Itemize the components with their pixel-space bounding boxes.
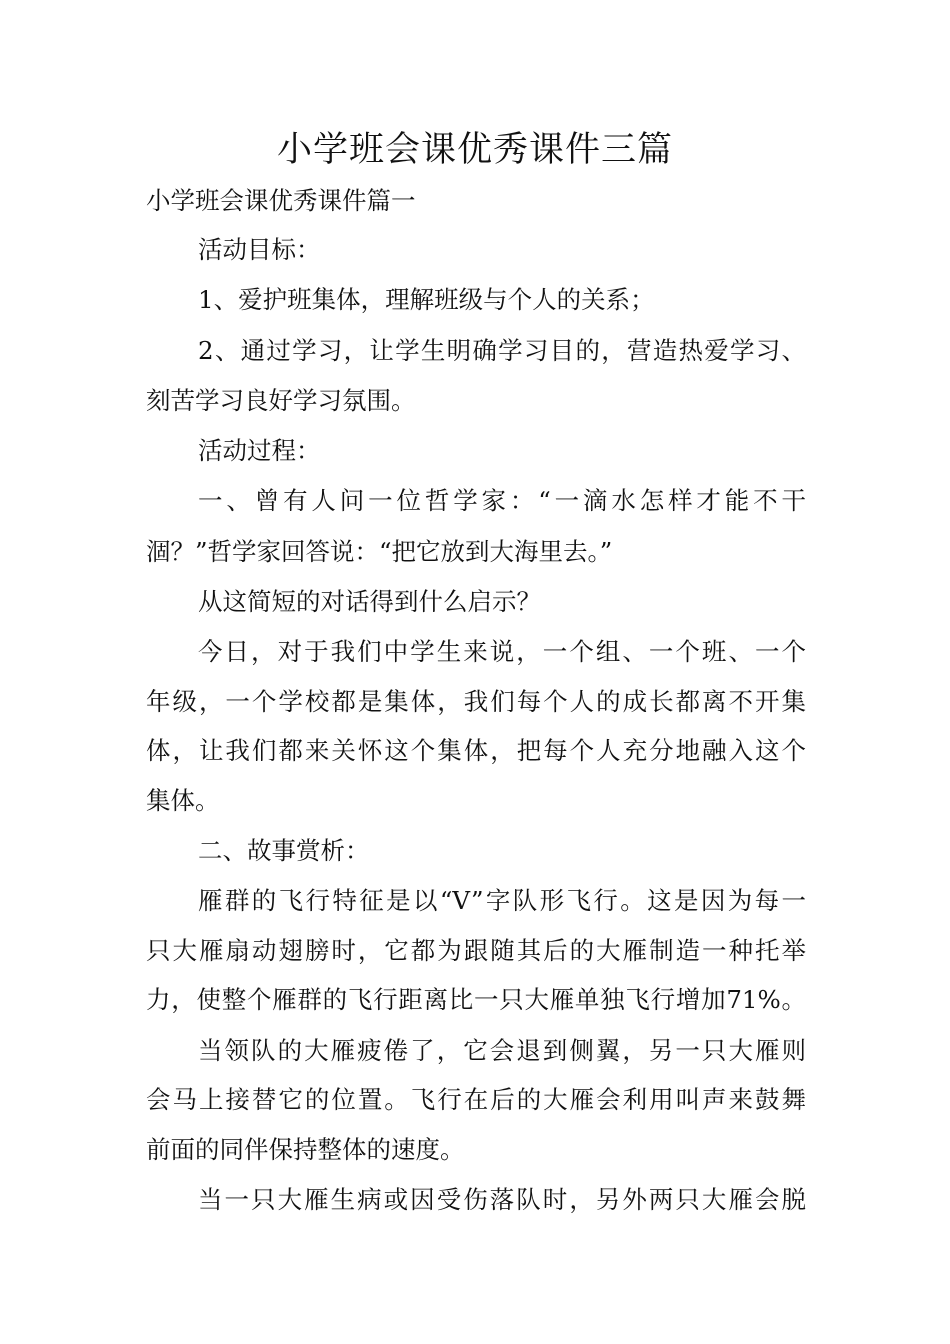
paragraph-line: 雁群的飞行特征是以“V”字队形飞行。这是因为每一 — [198, 886, 806, 915]
paragraph-line: 力，使整个雁群的飞行距离比一只大雁单独飞行增加71%。 — [146, 985, 806, 1014]
paragraph-line: 年级，一个学校都是集体，我们每个人的成长都离不开集 — [146, 687, 806, 716]
paragraph-line: 1、爱护班集体，理解班级与个人的关系； — [198, 285, 655, 314]
paragraph-line: 从这简短的对话得到什么启示？ — [198, 587, 541, 616]
paragraph-line: 当一只大雁生病或因受伤落队时，另外两只大雁会脱 — [198, 1185, 806, 1214]
paragraph-line: 只大雁扇动翅膀时，它都为跟随其后的大雁制造一种托举 — [146, 936, 806, 965]
document-title: 小学班会课优秀课件三篇 — [276, 130, 673, 170]
paragraph-line: 一、曾有人问一位哲学家：“一滴水怎样才能不干 — [198, 486, 806, 515]
paragraph-line: 二、故事赏析： — [198, 836, 370, 865]
paragraph-line: 活动过程： — [198, 436, 321, 465]
paragraph-line: 涸？”哲学家回答说：“把它放到大海里去。” — [146, 537, 613, 566]
paragraph-line: 会马上接替它的位置。飞行在后的大雁会利用叫声来鼓舞 — [146, 1085, 806, 1114]
paragraph-line: 今日，对于我们中学生来说，一个组、一个班、一个 — [198, 637, 806, 666]
paragraph-line: 2、通过学习，让学生明确学习目的，营造热爱学习、 — [198, 336, 806, 365]
section-heading: 小学班会课优秀课件篇一 — [146, 186, 416, 215]
paragraph-line: 活动目标： — [198, 235, 321, 264]
paragraph-line: 当领队的大雁疲倦了，它会退到侧翼，另一只大雁则 — [198, 1036, 806, 1065]
paragraph-line: 前面的同伴保持整体的速度。 — [146, 1135, 465, 1164]
paragraph-line: 集体。 — [146, 786, 220, 815]
paragraph-line: 体，让我们都来关怀这个集体，把每个人充分地融入这个 — [146, 736, 806, 765]
paragraph-line: 刻苦学习良好学习氛围。 — [146, 386, 416, 415]
